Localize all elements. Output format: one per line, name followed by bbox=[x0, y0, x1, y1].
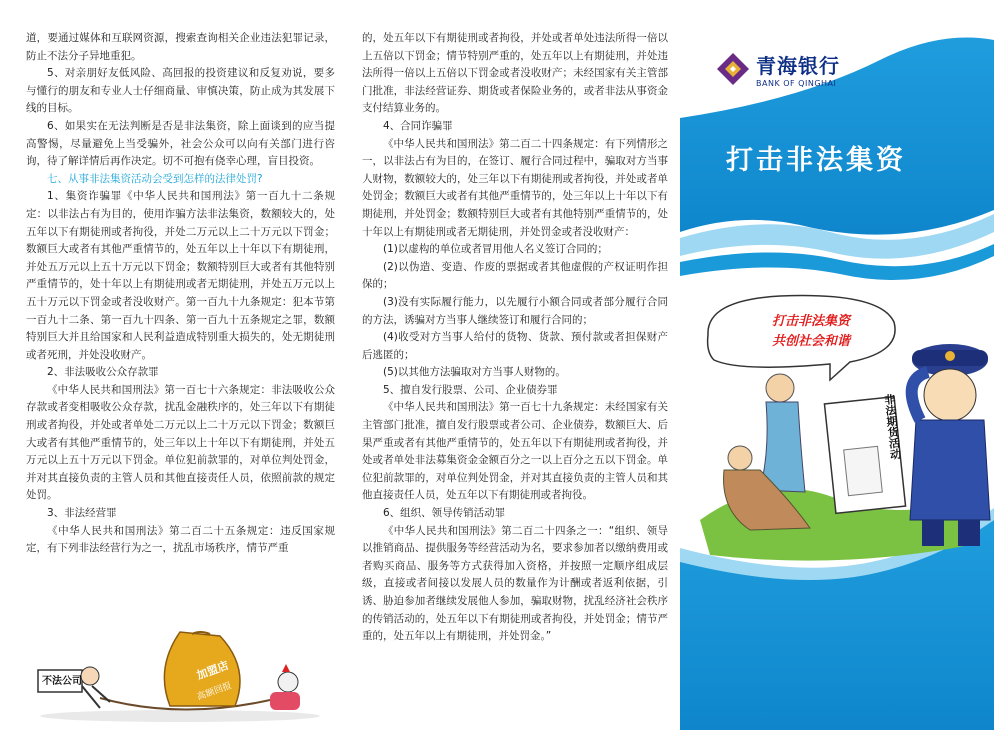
paragraph: 《中华人民共和国刑法》第一百七十六条规定：非法吸收公众存款或者变相吸收公众存款，扰乱金融秩序的，处三年以下有期徒刑或者拘役，并处或者单处二万元以上二十万元以下罚金；数额巨大或者有其他严重情节的，处三年以上十年以下有期徒刑，并处五万元以上五十万元以下罚金。单位犯前款罪的，对单位判处罚金，并对其直接负责的主管人员和其他直接责任人员，依照前款的规定处罚。 bbox=[26, 383, 335, 502]
speech-bubble bbox=[736, 312, 886, 352]
cartoon-bag-label: 加盟店 bbox=[194, 658, 231, 683]
cartoon-sign-text: 非法期货活动 bbox=[882, 393, 903, 461]
section-heading: 七、从事非法集资活动会受到怎样的法律处罚? bbox=[47, 172, 263, 185]
bank-name-cn: 青海银行 bbox=[756, 54, 840, 78]
list-item: (4)收受对方当事人给付的货物、货款、预付款或者担保财产后逃匿的； bbox=[362, 331, 668, 361]
list-item: (1)以虚构的单位或者冒用他人名义签订合同的； bbox=[383, 243, 608, 256]
list-item: (3)没有实际履行能力，以先履行小额合同或者部分履行合同的方法，诱骗对方当事人继续签订和履行合同的； bbox=[362, 295, 668, 326]
left-column bbox=[0, 0, 345, 730]
cartoon-bag-sublabel: 高额回报 bbox=[195, 681, 234, 703]
list-item: (5)以其他方法骗取对方当事人财物的。 bbox=[383, 366, 566, 379]
subheading: 5、擅自发行股票、公司、企业债券罪 bbox=[383, 383, 558, 396]
subheading: 6、组织、领导传销活动罪 bbox=[383, 507, 506, 520]
middle-column bbox=[348, 0, 678, 730]
paragraph: 《中华人民共和国刑法》第二百二十四条之一：“组织、领导以推销商品、提供服务等经营活动为名，要求参加者以缴纳费用或者购买商品、服务等方式获得加入资格，并按照一定顺序组成层级，直接或者间接以发展人员的数量作为计酬或者返利依据，引诱、胁迫参加者继续发展他人参加，骗取财物，扰乱经济社会秩序的传销活动的，处五年以下有期徒刑或者拘役，并处罚金；情节严重的，处五年以上有期徒刑，并处罚金。” bbox=[362, 524, 668, 643]
subheading: 2、非法吸收公众存款罪 bbox=[47, 366, 159, 379]
paragraph: 《中华人民共和国刑法》第一百七十九条规定：未经国家有关主管部门批准，擅自发行股票或者公司、企业债券，数额巨大、后果严重或者有其他严重情节的，处五年以下有期徒刑或者拘役，并处或者单处非法募集资金金额百分之一以上百分之五以下罚金。单位犯前款罪的，对单位判处罚金，并对其直接负责的主管人员和其他直接责任人员，处五年以下有期徒刑或者拘役。 bbox=[362, 401, 668, 502]
cover-panel bbox=[680, 0, 994, 730]
subheading: 3、非法经营罪 bbox=[47, 507, 117, 520]
paragraph: 《中华人民共和国刑法》第二百二十五条规定：违反国家规定，有下列非法经营行为之一，扰乱市场秩序，情节严重 bbox=[26, 524, 335, 555]
cover-title: 打击非法集资 bbox=[726, 145, 906, 176]
paragraph: 的，处五年以下有期徒刑或者拘役，并处或者单处违法所得一倍以上五倍以下罚金；情节特别严重的，处五年以上有期徒刑，并处违法所得一倍以上五倍以下罚金或者没收财产；未经国家有关主管部门批准，非法经营证券、期货或者保险业务的，或者非法从事资金支付结算业务的。 bbox=[362, 32, 668, 115]
paragraph: 1、集资诈骗罪《中华人民共和国刑法》第一百九十二条规定：以非法占有为目的，使用诈骗方法非法集资，数额较大的，处五年以下有期徒刑或者拘役，并处二万元以上二十万元以下罚金；数额巨大或者有其他严重情节的，处五年以上十年以下有期徒刑，并处五万元以上五十万元以下罚金；数额特别巨大或者有其他特别严重情节的，处十年以上有期徒刑或者无期徒刑，并处五万元以上五十万元以下罚金或者没收财产。第一百九十九条规定：犯本节第一百九十二条、第一百九十四条、第一百九十五条规定之罪，数额特别巨大并且给国家和人民利益造成特别重大损失的，处无期徒刑或者死刑，并处没收财产。 bbox=[26, 190, 335, 361]
cover-background bbox=[680, 0, 994, 730]
bank-logo-icon bbox=[716, 52, 750, 86]
paragraph: 5、对亲朋好友低风险、高回报的投资建议和反复劝说，要多与懂行的朋友和专业人士仔细商量、审慎决策，防止成为其发展下线的目标。 bbox=[26, 67, 335, 115]
bubble-line-1: 打击非法集资 bbox=[771, 314, 850, 329]
bank-logo bbox=[716, 50, 840, 88]
bubble-line-2: 共创社会和谐 bbox=[771, 334, 850, 349]
bank-name-en: BANK OF QINGHAI bbox=[756, 79, 837, 88]
paragraph: 《中华人民共和国刑法》第二百二十四条规定：有下列情形之一，以非法占有为目的，在签订、履行合同过程中，骗取对方当事人财物，数额较大的，处三年以下有期徒刑或者拘役，并处或者单处罚金；数额巨大或者有其他严重情节的，处三年以上十年以下有期徒刑，并处罚金；数额特别巨大或者有其他特别严重情节的，处十年以上有期徒刑或者无期徒刑，并处罚金或者没收财产： bbox=[362, 137, 668, 238]
cartoon-sign: 不法公司 bbox=[42, 676, 82, 687]
paragraph: 道，要通过媒体和互联网资源，搜索查询相关企业违法犯罪记录，防止不法分子异地重犯。 bbox=[26, 32, 335, 62]
paragraph: 6、如果实在无法判断是否是非法集资，除上面谈到的应当提高警惕，尽量避免上当受骗外，社会公众可以向有关部门进行咨询，待了解详情后再作决定。切不可抱有侥幸心理，盲目投资。 bbox=[26, 119, 335, 168]
subheading: 4、合同诈骗罪 bbox=[383, 119, 453, 132]
list-item: (2)以伪造、变造、作废的票据或者其他虚假的产权证明作担保的； bbox=[362, 260, 668, 291]
